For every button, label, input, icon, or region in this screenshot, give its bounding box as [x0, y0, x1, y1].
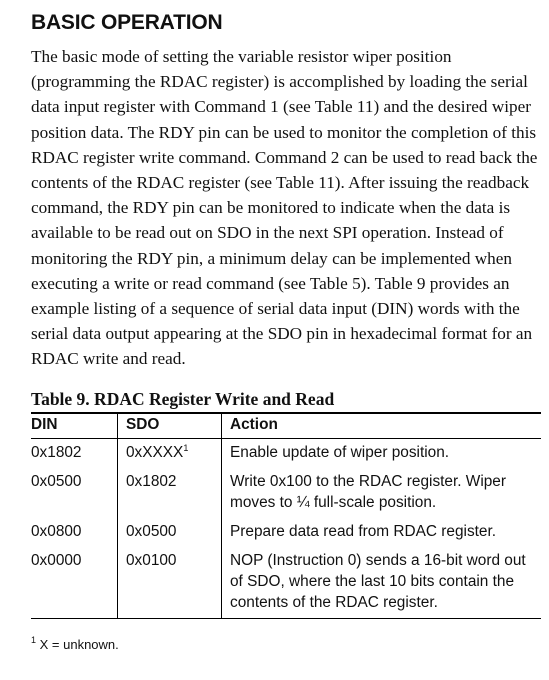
cell-sdo: 0x1802: [118, 468, 222, 518]
document-page: [31, 8, 541, 652]
footnote-marker: 1: [31, 634, 37, 645]
table-header-row: [31, 413, 541, 439]
table-row: [31, 438, 541, 468]
cell-sdo-value: 0xXXXX: [126, 443, 184, 461]
footnote-ref: 1: [183, 442, 189, 453]
cell-din: 0x0800: [31, 522, 82, 540]
section-heading: BASIC OPERATION: [31, 11, 223, 34]
cell-sdo: [118, 438, 222, 468]
header-sdo: SDO: [118, 413, 222, 439]
footnote-text: X = unknown.: [36, 636, 119, 652]
cell-action: Enable update of wiper position.: [222, 438, 542, 468]
cell-sdo: 0x0500: [118, 518, 222, 547]
table-row: [31, 547, 541, 619]
header-action: Action: [222, 413, 542, 439]
cell-action: NOP (Instruction 0) sends a 16-bit word out of SDO, where the last 10 bits contain the contents of the RDAC register.: [222, 547, 542, 619]
cell-din: 0x0500: [31, 472, 82, 490]
cell-sdo: 0x0100: [118, 547, 222, 619]
cell-action: Write 0x100 to the RDAC register. Wiper moves to ¼ full-scale position.: [222, 468, 542, 518]
cell-action: Prepare data read from RDAC register.: [222, 518, 542, 547]
body-paragraph: The basic mode of setting the variable resistor wiper position (programming the RDAC register) is accomplished by loading the serial data input register with Command 1 (see Table 11) and the desired wiper position data. The RDY pin can be used to monitor the completion of this RDAC register write command. Command 2 can be used to read back the contents of the RDAC register (see Table 11). After issuing the readback command, the RDY pin can be monitored to indicate when the data is available to be read out on SDO in the next SPI operation. Instead of monitoring the RDY pin, a minimum delay can be implemented when executing a write or read command (see Table 5). Table 9 provides an example listing of a sequence of serial data input (DIN) words with the serial data output appearing at the SDO pin in hexadecimal format for an RDAC write and read.: [31, 47, 538, 369]
rdac-table: [31, 412, 541, 619]
table-row: [31, 518, 541, 547]
header-din: DIN: [31, 413, 118, 439]
table-footnote: [31, 634, 541, 652]
cell-din: 0x0000: [31, 547, 118, 619]
cell-din: 0x1802: [31, 443, 82, 461]
table-row: [31, 468, 541, 518]
table-caption: Table 9. RDAC Register Write and Read: [31, 388, 335, 409]
